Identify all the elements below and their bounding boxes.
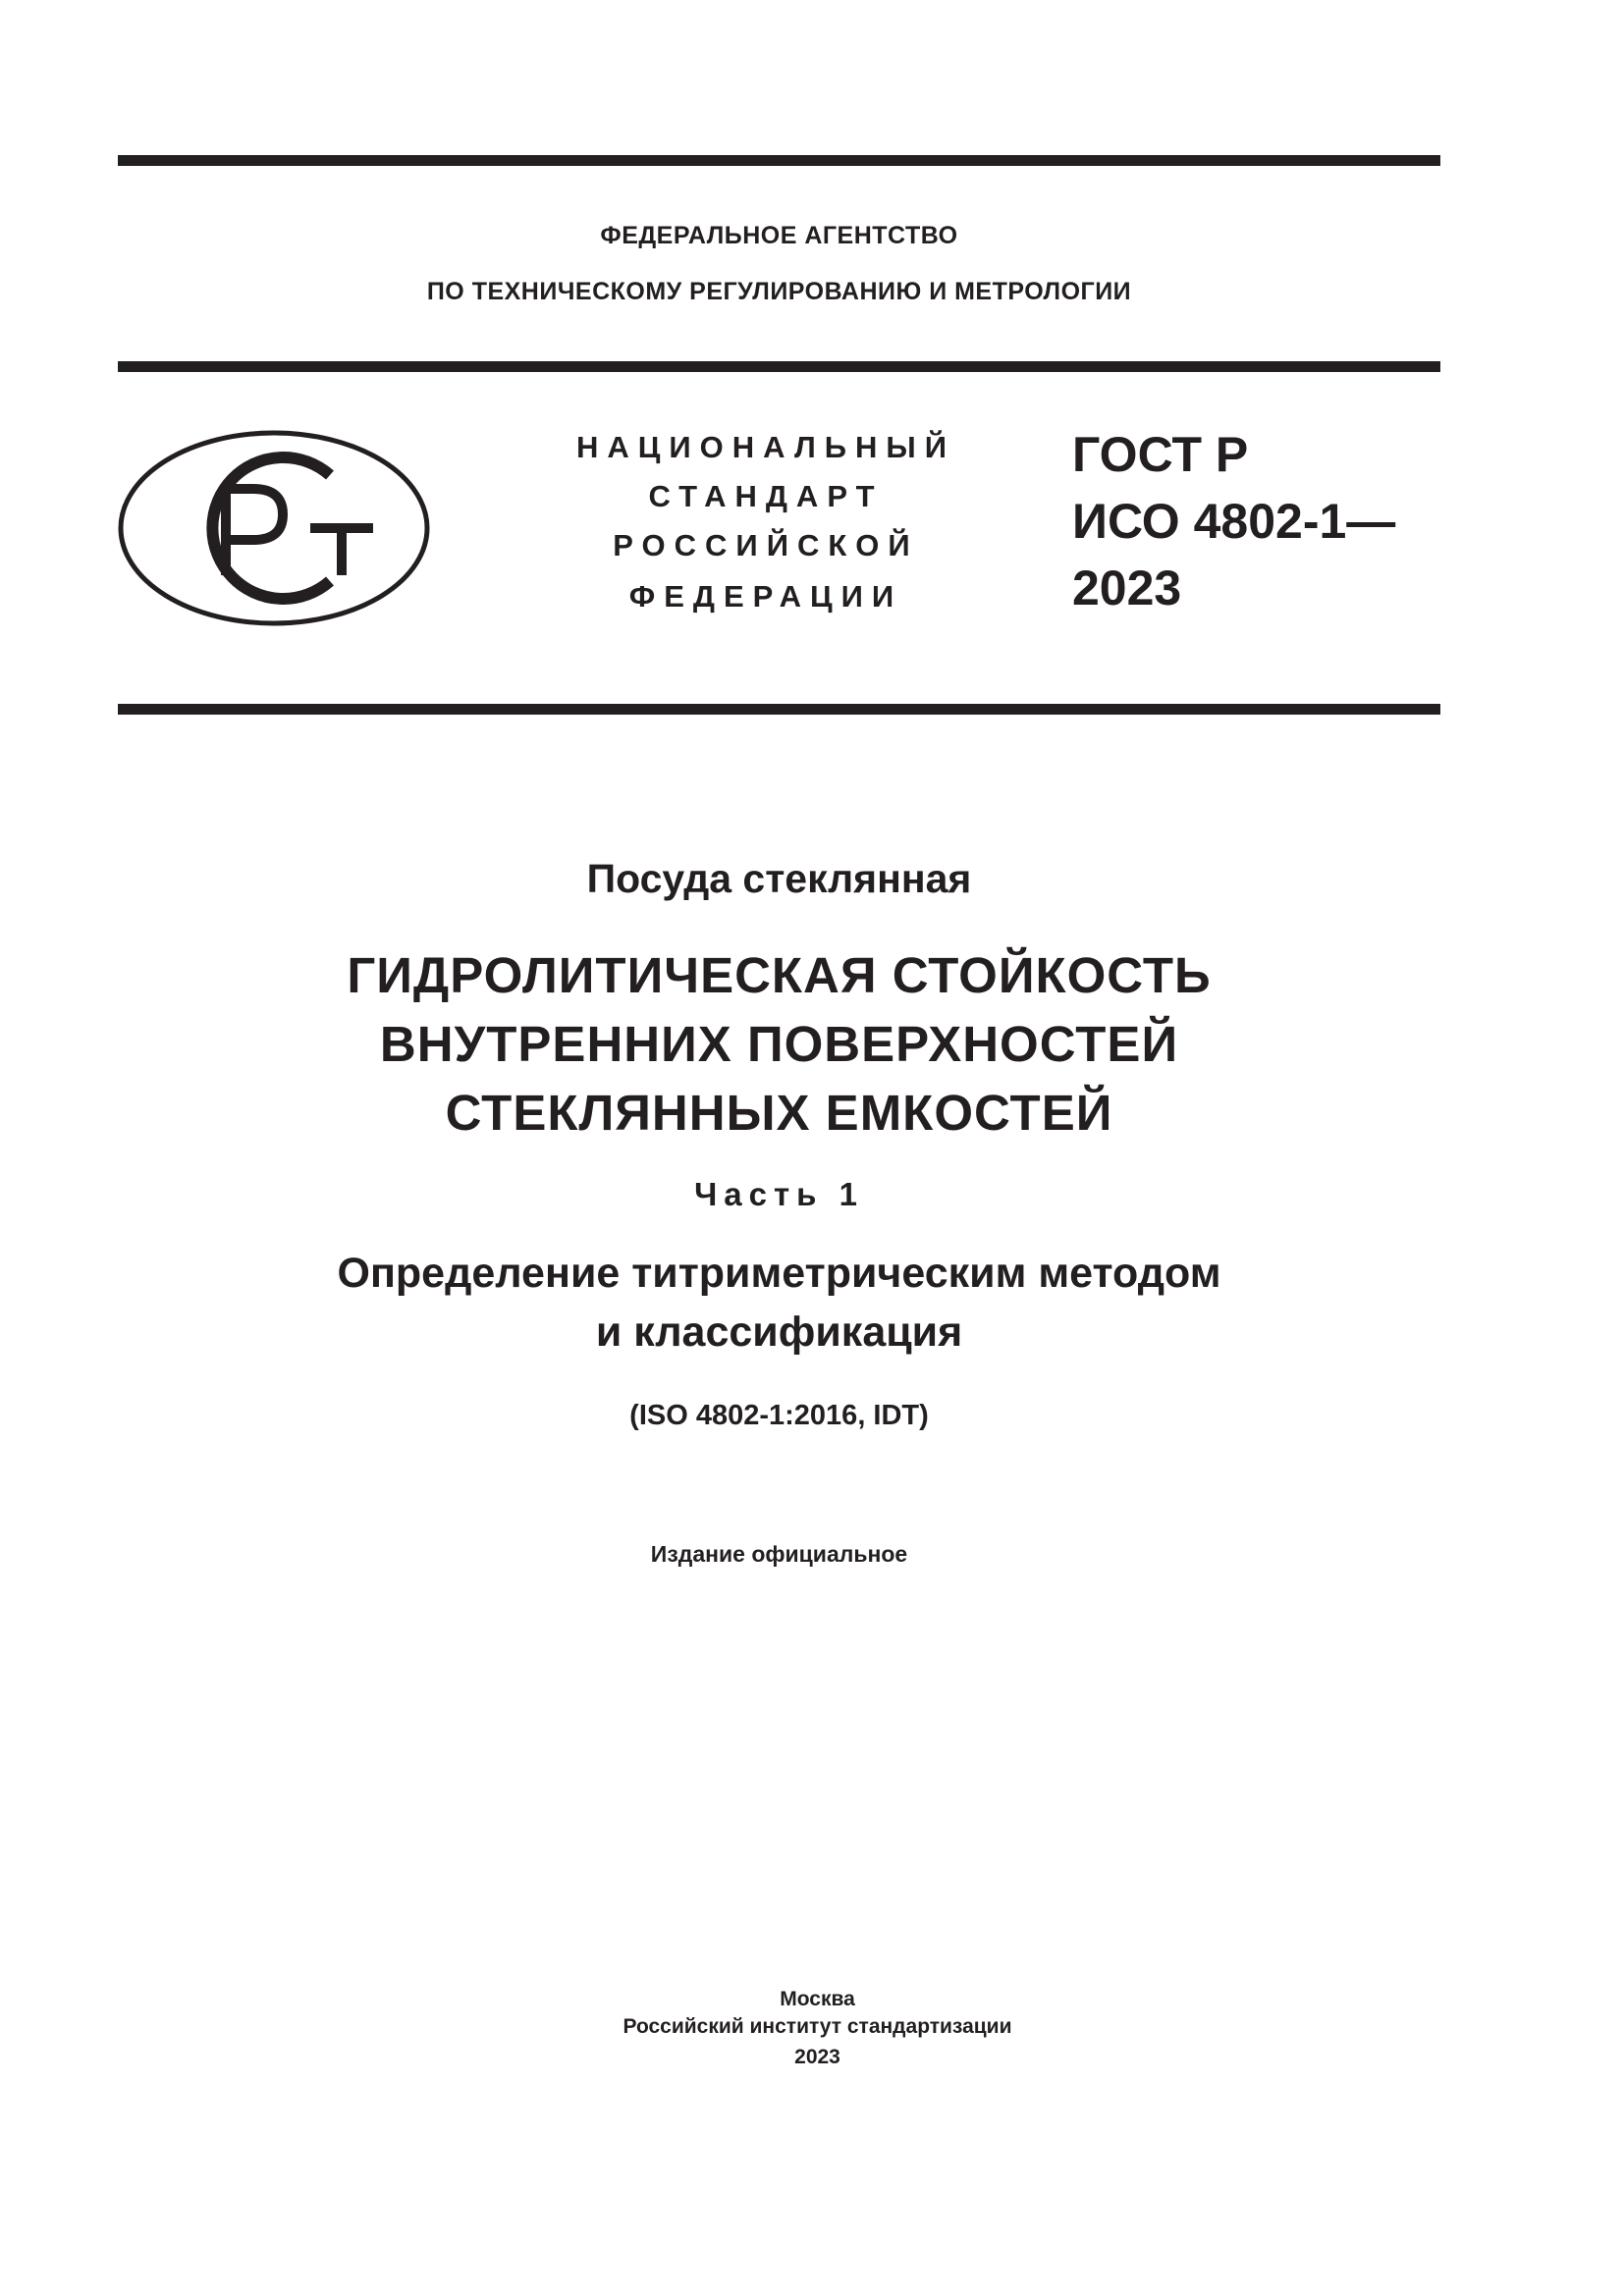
document-subject: Посуда стеклянная — [586, 856, 972, 901]
agency-line-2: ПО ТЕХНИЧЕСКОМУ РЕГУЛИРОВАНИЮ И МЕТРОЛОГИИ — [426, 278, 1132, 305]
imprint-publisher: Российский институт стандартизации — [623, 2015, 1012, 2038]
document-title-line-1: ГИДРОЛИТИЧЕСКАЯ СТОЙКОСТЬ — [347, 947, 1212, 1003]
title-divider — [118, 704, 1440, 715]
document-title-line-2: ВНУТРЕННИХ ПОВЕРХНОСТЕЙ — [379, 1016, 1179, 1072]
document-title-line-3: СТЕКЛЯННЫХ ЕМКОСТЕЙ — [445, 1085, 1113, 1141]
standard-type-line-1: НАЦИОНАЛЬНЫЙ — [575, 430, 956, 464]
designation-line-1: ГОСТ Р — [1072, 427, 1249, 482]
edition-note: Издание официальное — [650, 1541, 908, 1567]
standard-type-line-3: РОССИЙСКОЙ — [613, 528, 919, 562]
imprint-city: Москва — [780, 1988, 855, 2010]
subtitle-line-2: и классификация — [595, 1308, 963, 1356]
iso-reference: (ISO 4802-1:2016, IDT) — [629, 1400, 929, 1431]
designation-line-3: 2023 — [1072, 561, 1182, 615]
designation-line-2: ИСО 4802-1— — [1072, 494, 1396, 549]
rst-certification-mark-icon — [116, 428, 432, 628]
imprint-year: 2023 — [794, 2046, 840, 2068]
standard-type-line-4: ФЕДЕРАЦИИ — [628, 579, 903, 614]
part-number: Часть 1 — [694, 1176, 864, 1212]
subtitle-line-1: Определение титриметрическим методом — [337, 1250, 1221, 1297]
agency-line-1: ФЕДЕРАЛЬНОЕ АГЕНТСТВО — [600, 222, 958, 249]
standard-type-line-2: СТАНДАРТ — [648, 479, 884, 513]
logo-text: РСТ — [116, 428, 118, 429]
header-divider — [118, 361, 1440, 372]
top-divider — [118, 155, 1440, 166]
